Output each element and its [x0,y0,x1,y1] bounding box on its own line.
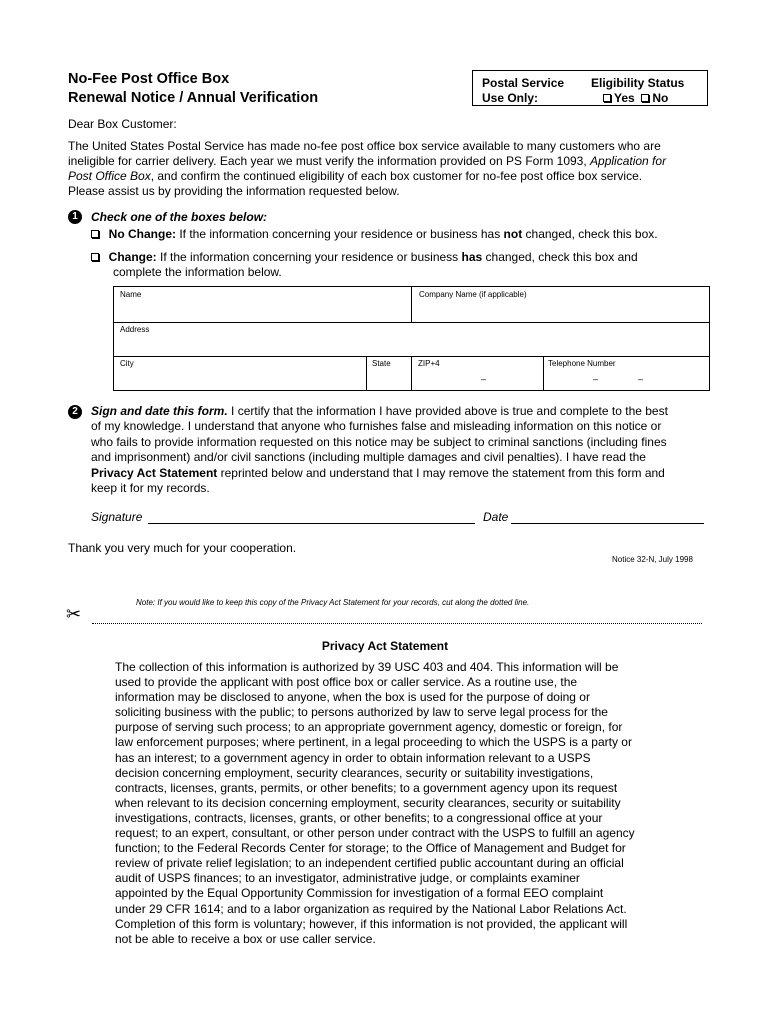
scissors-icon: ✂ [66,604,82,624]
customer-info-grid [113,286,710,391]
greeting: Dear Box Customer: [68,117,177,131]
privacy-line: appointed by the Equal Opportunity Commission for investigation of a formal EEO complaint [115,886,604,901]
privacy-line: request; to an expert, consultant, or other person under contract with the USPS to fulfill an agency [115,826,635,841]
privacy-line: audit of USPS finances; to an investigator, administrative judge, or complaints examiner [115,871,580,886]
privacy-line: not be able to receive a box or use caller service. [115,931,376,946]
postal-use-label: Postal Service Use Only: [482,76,565,105]
section-1-number-icon: 1 [68,210,82,224]
city-field[interactable]: City [120,359,134,368]
privacy-line: investigations, contracts, licenses, grants, or other benefits; to a congressional office at your [115,810,603,825]
section-2-heading: Sign and date this form. [91,404,228,418]
phone-dash-2: – [638,374,644,384]
privacy-line: function; to the Federal Records Center for storage; to the Office of Management and Budget for [115,841,626,856]
privacy-act-title: Privacy Act Statement [321,639,449,653]
zip-field[interactable]: ZIP+4 [418,359,440,368]
signature-label: Signature [91,510,143,524]
intro-paragraph: The United States Postal Service has made no-fee post office box service available to many customers who are ineligible for carrier delivery. Each year we must verify the information provided on PS Form 1093, Application for Post Office Box, and confirm the continued eligibility of each box customer for no-fee post office box service. Please assist us by providing the information requested below. [68,139,667,198]
notice-id: Notice 32-N, July 1998 [612,555,693,564]
change-checkbox[interactable] [91,253,99,261]
name-field[interactable]: Name [120,290,142,299]
privacy-line: law enforcement purposes; where pertinent, in a legal proceeding to which the USPS is a party or [115,735,632,750]
privacy-line: purpose of serving such process; to an appropriate government agency, domestic or foreign, for [115,720,623,735]
change-option: Change: If the information concerning your residence or business has changed, check this box and complete the information below. [91,250,638,280]
title-line-1: No-Fee Post Office Box [68,71,230,87]
thanks-text: Thank you very much for your cooperation. [68,541,297,555]
privacy-line: information may be disclosed to anyone, when the box is used for the purpose of doing or [115,690,590,705]
privacy-line: contracts, licenses, grants, permits, or other benefits; to a government agency upon its request [115,780,618,795]
title-line-2: Renewal Notice / Annual Verification [68,90,319,106]
eligibility-label: Eligibility Status [591,76,685,90]
eligibility-no-checkbox[interactable] [641,94,649,102]
privacy-line: under 29 CFR 1614; and to a labor organization as required by the National Labor Relations Act. [115,901,627,916]
privacy-line: review of private relief legislation; to an independent certified public accountant during an official [115,856,624,871]
privacy-line: used to provide the applicant with post office box or caller service. As a routine use, the [115,675,578,690]
no-label: No [652,91,669,105]
privacy-line: when relevant to its decision concerning employment, security clearances, security or suitability [115,795,621,810]
section-2-number-icon: 2 [68,405,82,419]
phone-field[interactable]: Telephone Number [548,359,616,368]
yes-label: Yes [614,91,635,105]
cut-note: Note: If you would like to keep this copy of the Privacy Act Statement for your records, cut along the dotted line. [136,598,530,607]
phone-dash-1: – [593,374,599,384]
eligibility-status [591,76,684,106]
zip-dash: – [481,374,487,384]
address-field[interactable]: Address [120,325,150,334]
date-label: Date [483,510,509,524]
company-field[interactable]: Company Name (if applicable) [419,290,527,299]
section-1-heading: Check one of the boxes below: [91,210,268,224]
privacy-line: soliciting business with the public; to persons authorized by law to serve legal process for the [115,705,608,720]
eligibility-yes-checkbox[interactable] [603,94,611,102]
signature-line[interactable] [148,523,475,524]
privacy-line: has an interest; to a government agency in order to obtain information relevant to a USPS [115,750,591,765]
privacy-line: Completion of this form is voluntary; however, if this information is not provided, the applicant will [115,916,628,931]
form-title [68,70,318,108]
date-line[interactable] [511,523,704,524]
cut-dotted-line [92,623,702,624]
no-change-checkbox[interactable] [91,230,99,238]
privacy-act-body [115,660,715,947]
state-field[interactable]: State [372,359,391,368]
privacy-line: The collection of this information is authorized by 39 USC 403 and 404. This information will be [115,660,619,674]
privacy-line: decision concerning employment, security clearances, security or suitability investigations, [115,765,594,780]
no-change-option: No Change: If the information concerning your residence or business has not changed, check this box. [91,227,658,242]
section-2-paragraph: Sign and date this form. I certify that the information I have provided above is true and complete to the best of my knowledge. I understand that anyone who furnishes false and misleading information on this notice or who fails to provide information requested on this notice may be subject to criminal sanctions (including fines and imprisonment) and/or civil sanctions (including multiple damages and civil penalties). I have read the Privacy Act Statement reprinted below and understand that I may remove the statement from this form and keep it for my records. [91,404,668,496]
postal-use-box [472,70,708,106]
